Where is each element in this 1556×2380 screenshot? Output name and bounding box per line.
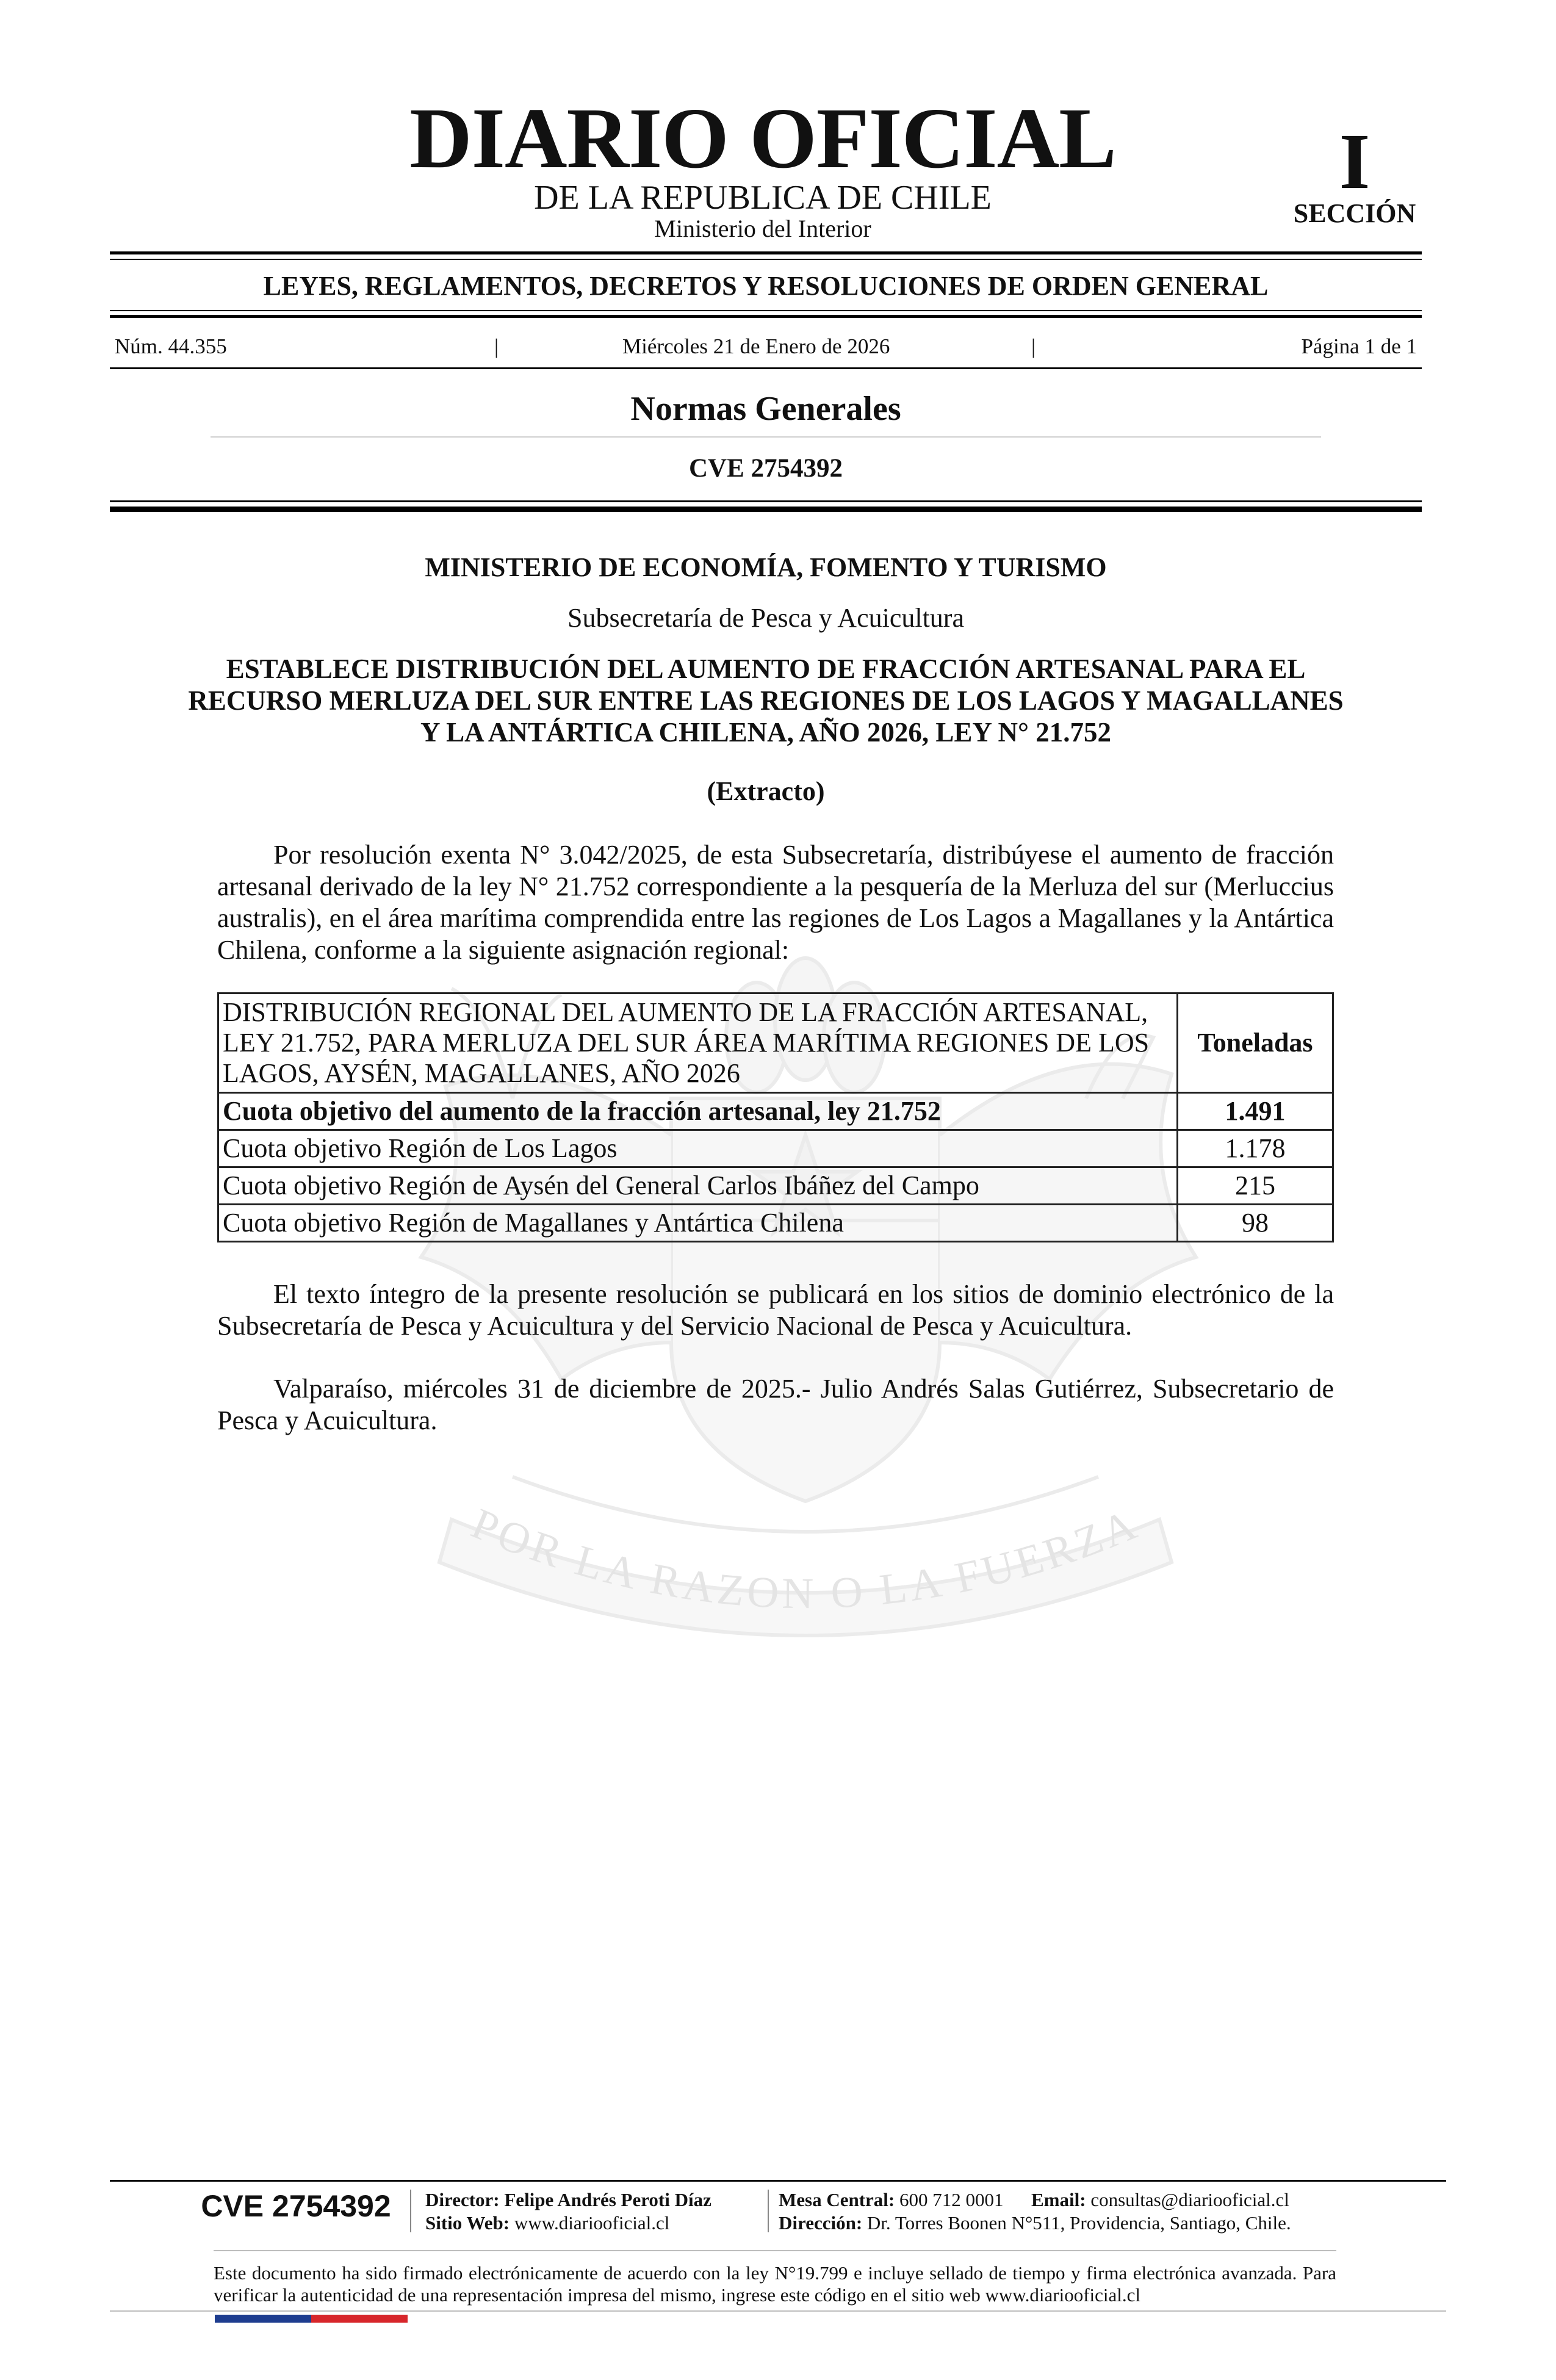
intro-paragraph: Por resolución exenta N° 3.042/2025, de esta Subsecretaría, distribúyese el aumento de fracción artesanal derivado de la ley N° 21.752 correspondiente a la pesquería de la Merluza del sur (Merluccius australis), en el área marítima comprendida entre las regiones de Los Lagos a Magallanes y la Antártica Chilena, conforme a la siguiente asignación regional:: [217, 840, 1334, 965]
masthead-subtitle: DE LA REPUBLICA DE CHILE: [534, 179, 992, 217]
section-heading: Normas Generales: [630, 390, 901, 428]
phone-number: 600 712 0001: [899, 2189, 1004, 2210]
director-name: Felipe Andrés Peroti Díaz: [504, 2189, 711, 2210]
header-rule-top: [110, 251, 1422, 254]
table-row-label: Cuota objetivo Región de Aysén del General Carlos Ibáñez del Campo: [218, 1167, 1178, 1205]
section-label: SECCIÓN: [1293, 198, 1416, 228]
masthead-title: DIARIO OFICIAL: [409, 90, 1116, 186]
table-row-label: Cuota objetivo Región de Magallanes y Antártica Chilena: [218, 1205, 1178, 1242]
footer-rule-top: [110, 2180, 1446, 2182]
info-bar-rule: [110, 367, 1422, 369]
category-heading: LEYES, REGLAMENTOS, DECRETOS Y RESOLUCIONES DE ORDEN GENERAL: [263, 271, 1269, 301]
distribution-table: [217, 992, 1334, 1242]
footer-rule-mid: [214, 2250, 1336, 2251]
footer-divider: [410, 2190, 411, 2232]
table-row: [218, 1130, 1333, 1167]
flag-stripe-red: [311, 2315, 408, 2323]
body-rule-thin: [110, 500, 1422, 502]
footer-divider: [768, 2190, 769, 2232]
body-rule-thick: [110, 507, 1422, 512]
signature-paragraph: Valparaíso, miércoles 31 de diciembre de 2025.- Julio Andrés Salas Gutiérrez, Subsecretario de Pesca y Acuicultura.: [217, 1374, 1334, 1435]
address-value: Dr. Torres Boonen N°511, Providencia, Santiago, Chile.: [866, 2212, 1291, 2234]
phone-label: Mesa Central:: [779, 2189, 895, 2210]
legal-notice: Este documento ha sido firmado electrónicamente de acuerdo con la ley N°19.799 e incluye sellado de tiempo y firma electrónica avanzada. Para verificar la autenticidad de una representación impresa del mismo, ingrese este código en el sitio web www.diariooficial.cl: [214, 2262, 1336, 2306]
page-indicator: Página 1 de 1: [1301, 334, 1417, 358]
table-row-label: Cuota objetivo del aumento de la fracción artesanal, ley 21.752: [218, 1093, 1178, 1130]
extract-label: (Extracto): [707, 776, 825, 806]
flag-stripe-blue: [215, 2315, 311, 2323]
email-link[interactable]: consultas@diariooficial.cl: [1090, 2189, 1289, 2210]
section-number: I: [1339, 118, 1371, 206]
website-link[interactable]: www.diariooficial.cl: [514, 2212, 670, 2234]
document-title: ESTABLECE DISTRIBUCIÓN DEL AUMENTO DE FRACCIÓN ARTESANAL PARA EL RECURSO MERLUZA DEL SUR ENTRE LAS REGIONES DE LOS LAGOS Y MAGALLANES Y LA ANTÁRTICA CHILENA, AÑO 2026, LEY N° 21.752: [188, 654, 1344, 748]
section-divider: [211, 436, 1321, 438]
website-label: Sitio Web:: [425, 2212, 510, 2234]
address-label: Dirección:: [779, 2212, 863, 2234]
table-row-value: 98: [1178, 1205, 1333, 1242]
cve-code: CVE 2754392: [688, 454, 843, 483]
table-row-label: Cuota objetivo Región de Los Lagos: [218, 1130, 1178, 1167]
table-header-row: [218, 993, 1333, 1093]
publication-paragraph: El texto íntegro de la presente resolución se publicará en los sitios de dominio electrónico de la Subsecretaría de Pesca y Acuicultura y del Servicio Nacional de Pesca y Acuicultura.: [217, 1279, 1334, 1341]
footer-director-block: [425, 2188, 767, 2235]
info-separator: |: [494, 334, 499, 358]
table-row-value: 215: [1178, 1167, 1333, 1205]
footer-contact-block: [779, 2188, 1432, 2235]
table-row: [218, 1093, 1333, 1130]
table-header-description: DISTRIBUCIÓN REGIONAL DEL AUMENTO DE LA FRACCIÓN ARTESANAL, LEY 21.752, PARA MERLUZA DEL SUR ÁREA MARÍTIMA REGIONES DE LOS LAGOS, AYSÉN, MAGALLANES, AÑO 2026: [218, 993, 1178, 1093]
table-row: [218, 1205, 1333, 1242]
director-label: Director:: [425, 2189, 500, 2210]
ministry-name: MINISTERIO DE ECONOMÍA, FOMENTO Y TURISMO: [425, 552, 1107, 582]
footer-cve-code: CVE 2754392: [201, 2189, 391, 2223]
footer-rule-bottom: [110, 2310, 1446, 2312]
header-rule-top-thin: [110, 259, 1422, 260]
subsecretaria-name: Subsecretaría de Pesca y Acuicultura: [567, 603, 964, 633]
issue-date: Miércoles 21 de Enero de 2026: [622, 334, 890, 358]
info-separator: |: [1031, 334, 1036, 358]
table-row-value: 1.491: [1178, 1093, 1333, 1130]
watermark-motto: POR LA RAZON O LA FUERZA: [464, 1498, 1147, 1618]
email-label: Email:: [1031, 2189, 1086, 2210]
category-rule: [110, 315, 1422, 318]
issue-number: Núm. 44.355: [115, 334, 227, 358]
table-row: [218, 1167, 1333, 1205]
table-row-value: 1.178: [1178, 1130, 1333, 1167]
category-rule-thin: [110, 310, 1422, 311]
masthead-ministry: Ministerio del Interior: [654, 215, 871, 242]
issue-info-bar: [110, 334, 1422, 359]
table-header-unit: Toneladas: [1178, 993, 1333, 1093]
